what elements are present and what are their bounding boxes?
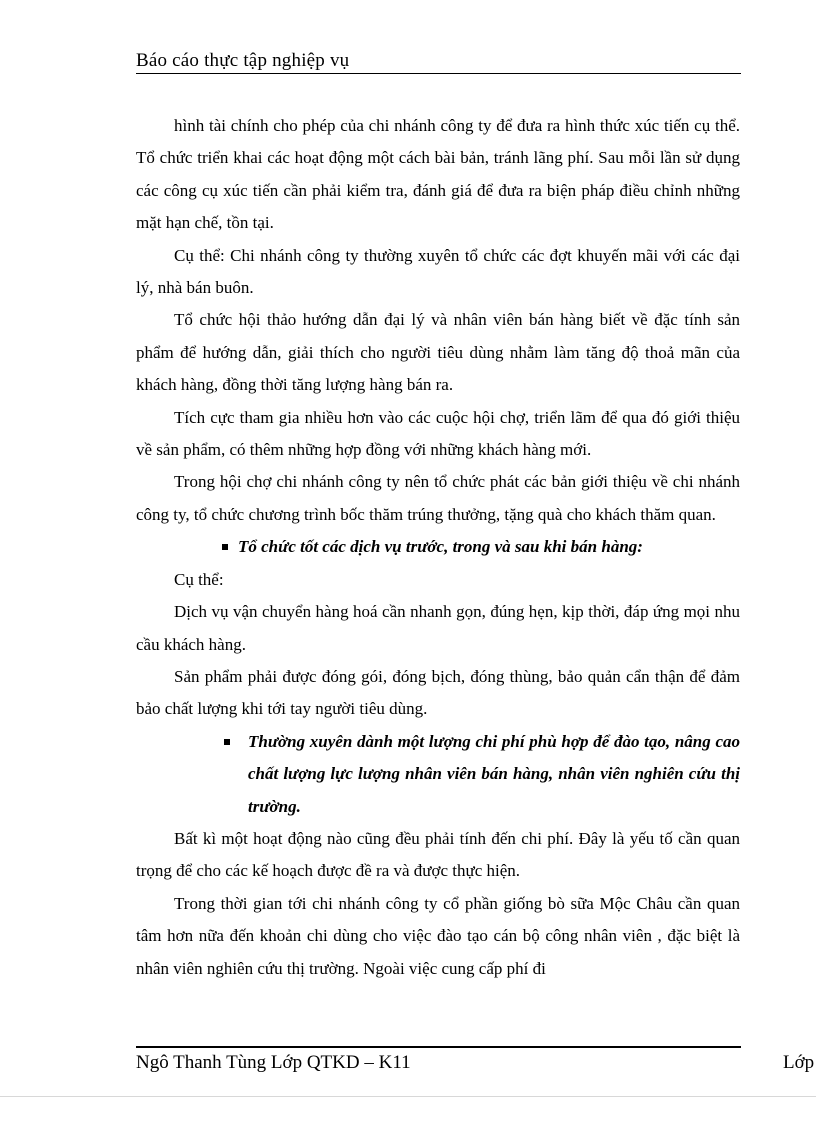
square-bullet-icon [224,739,230,745]
paragraph: Trong thời gian tới chi nhánh công ty cổ phần giống bò sữa Mộc Châu cần quan tâm hơn nữa đến khoản chi dùng cho việc đào tạo cán bộ công nhân viên , đặc biệt là nhân viên nghiên cứu thị trường. Ngoài việc cung cấp phí đi [136,893,740,978]
bullet-text: Thường xuyên dành một lượng chi phí phù hợp để đào tạo, nâng cao chất lượng lực lượng nhân viên bán hàng, nhân viên nghiên cứu thị trường. [248,731,740,816]
paragraph: Cụ thể: Chi nhánh công ty thường xuyên tổ chức các đợt khuyến mãi với các đại lý, nhà bán buôn. [136,245,740,298]
footer-right-text: Lớp [783,1052,815,1073]
document-body [136,110,740,985]
bullet-item [136,726,740,823]
square-bullet-icon [222,544,228,550]
bullet-text: Tổ chức tốt các dịch vụ trước, trong và sau khi bán hàng: [238,537,643,557]
footer-author: Ngô Thanh Tùng Lớp QTKD – K11 [136,1052,411,1073]
paragraph: Bất kì một hoạt động nào cũng đều phải tính đến chi phí. Đây là yếu tố cần quan trọng để cho các kế hoạch được đề ra và được thực hiện. [136,828,740,881]
paragraph: Trong hội chợ chi nhánh công ty nên tổ chức phát các bản giới thiệu về chi nhánh công ty, tổ chức chương trình bốc thăm trúng thưởng, tặng quà cho khách thăm quan. [136,472,740,524]
bullet-item [136,531,740,563]
paragraph: Dịch vụ vận chuyển hàng hoá cần nhanh gọn, đúng hẹn, kịp thời, đáp ứng mọi nhu cầu khách hàng. [136,602,740,654]
header-divider [136,73,741,74]
page-header-title: Báo cáo thực tập nghiệp vụ [136,50,350,71]
paragraph: Sản phẩm phải được đóng gói, đóng bịch, đóng thùng, bảo quản cẩn thận để đảm bảo chất lượng khi tới tay người tiêu dùng. [136,666,740,719]
page-bottom-edge [0,1096,816,1097]
paragraph: Tích cực tham gia nhiều hơn vào các cuộc hội chợ, triển lãm để qua đó giới thiệu về sản phẩm, có thêm những hợp đồng với những khách hàng mới. [136,407,740,460]
paragraph: hình tài chính cho phép của chi nhánh công ty để đưa ra hình thức xúc tiến cụ thể. Tổ chức triển khai các hoạt động một cách bài bản, tránh lãng phí. Sau mỗi lần sử dụng các công cụ xúc tiến cần phải kiểm tra, đánh giá để đưa ra biện pháp điều chỉnh những mặt hạn chế, tồn tại. [136,116,740,233]
paragraph: Cụ thể: [174,569,224,589]
paragraph: Tổ chức hội thảo hướng dẫn đại lý và nhân viên bán hàng biết về đặc tính sản phẩm để hướng dẫn, giải thích cho người tiêu dùng nhằm làm tăng độ thoả mãn của khách hàng, đồng thời tăng lượng hàng bán ra. [136,310,740,395]
footer-divider [136,1046,741,1048]
